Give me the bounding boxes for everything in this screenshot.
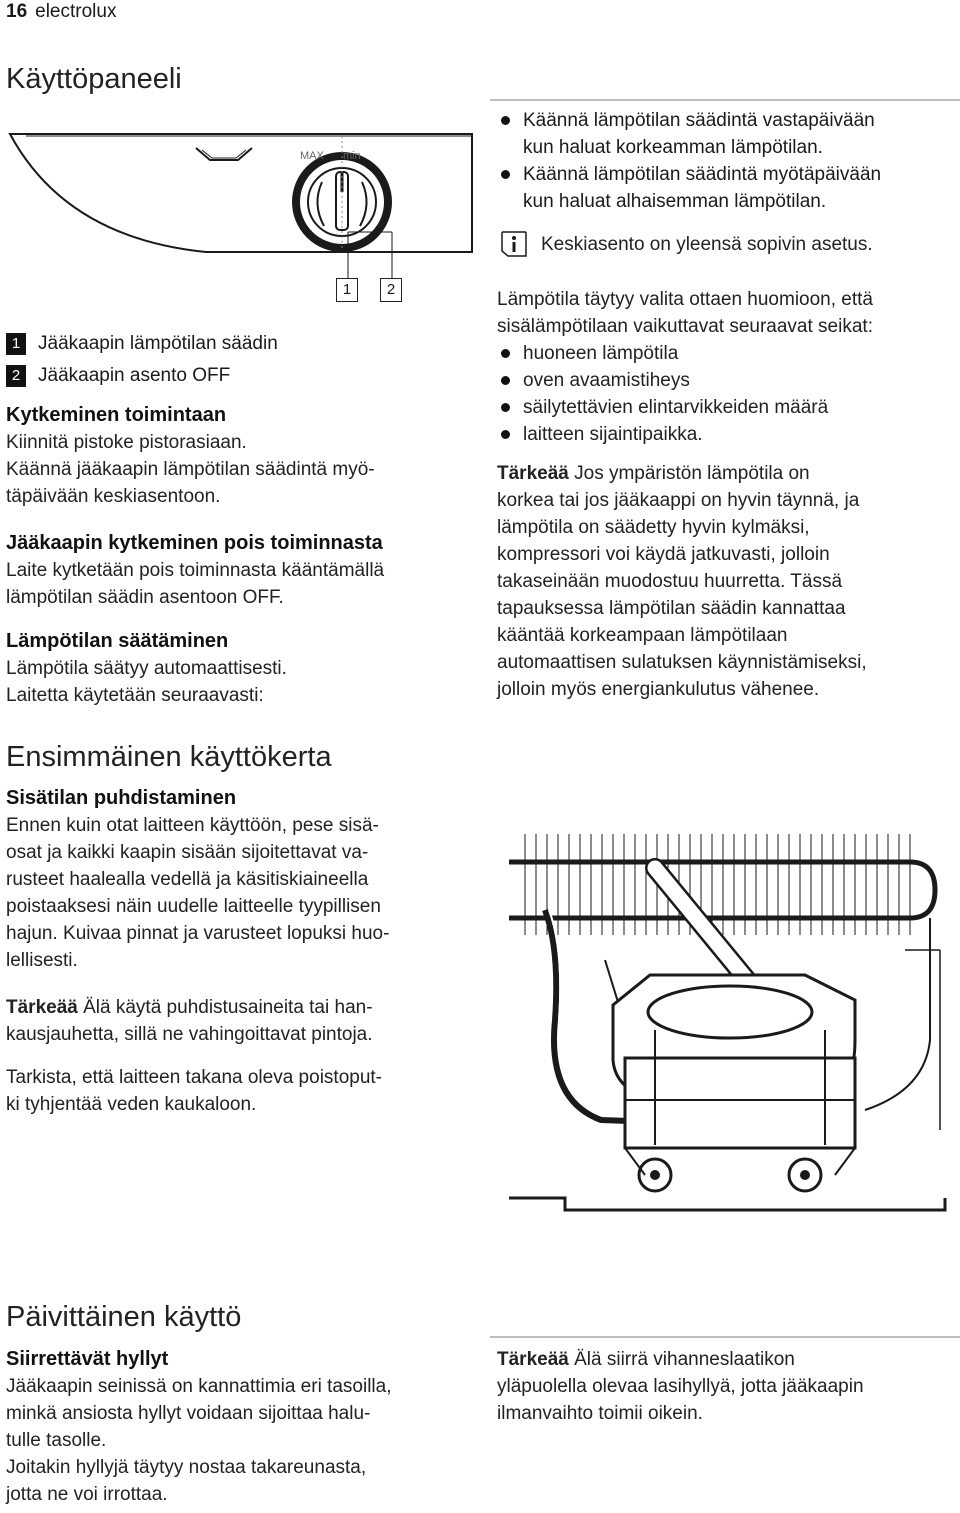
switch-on-heading: Kytkeminen toimintaan <box>6 404 227 426</box>
text-line: lämpötila on säädetty hyvin kylmäksi, <box>497 517 810 538</box>
text-line: tulle tasolle. <box>6 1430 107 1451</box>
text-line: Ennen kuin otat laitteen käyttöön, pese sisä- <box>6 815 379 836</box>
callout-2: 2 <box>380 278 402 302</box>
brand-name: electrolux <box>35 1 117 22</box>
legend-label: Jääkaapin asento OFF <box>38 365 231 386</box>
shelves-heading: Siirrettävät hyllyt <box>6 1348 169 1370</box>
list-item: Käännä lämpötilan säädintä vastapäivään kun haluat korkeamman lämpötilan. <box>497 107 960 161</box>
switch-on-block <box>6 402 476 510</box>
text-line: Käännä jääkaapin lämpötilan säädintä myö- <box>6 459 375 480</box>
text-line: jotta ne voi irrottaa. <box>6 1484 168 1505</box>
text-line: Laite kytketään pois toiminnasta kääntämällä <box>6 560 385 581</box>
text-line: Lämpötila säätyy automaattisesti. <box>6 658 287 679</box>
text-line: kompressori voi käydä jatkuvasti, jolloin <box>497 544 830 565</box>
text-line: lellisesti. <box>6 950 78 971</box>
switch-off-block <box>6 530 476 611</box>
text-line: täpäivään keskiasentoon. <box>6 486 221 507</box>
callout-1: 1 <box>336 278 358 302</box>
factors-block <box>497 286 960 448</box>
important-label: Tärkeää <box>497 1349 569 1370</box>
text-line: Joitakin hyllyjä täytyy nostaa takareunasta, <box>6 1457 367 1478</box>
compressor-drain-illustration <box>505 800 955 1230</box>
dial-label-min: min <box>343 150 361 162</box>
text-line: automaattisen sulatuksen käynnistämiseksi, <box>497 652 867 673</box>
info-note-text: Keskiasento on yleensä sopivin asetus. <box>541 233 873 255</box>
text-line: takaseinään muodostuu huurretta. Tässä <box>497 571 843 592</box>
temperature-heading: Lämpötilan säätäminen <box>6 630 229 652</box>
legend-item-2 <box>6 360 278 392</box>
important-label: Tärkeää <box>497 463 569 484</box>
text-line: jolloin myös energiankulutus vähenee. <box>497 679 820 700</box>
dial-direction-list <box>497 107 960 215</box>
text-line: tapauksessa lämpötilan säädin kannattaa <box>497 598 846 619</box>
list-item: säilytettävien elintarvikkeiden määrä <box>497 394 960 421</box>
cleaning-heading: Sisätilan puhdistaminen <box>6 787 237 809</box>
important-note-temperature: Tärkeää Jos ympäristön lämpötila on korkea tai jos jääkaappi on hyvin täynnä, ja lämpötila on säädetty hyvin kylmäksi, kompressori voi käydä jatkuvasti, jolloin takaseinään muodostuu huurretta. Tässä tapauksessa lämpötilan säädin kannattaa kääntää korkeampaan lämpötilaan automaattisen sulatuksen käynnistämiseksi, jolloin myös energiankulutus vähenee. <box>497 460 960 703</box>
shelves-block <box>6 1346 476 1508</box>
text-line: sisälämpötilaan vaikuttavat seuraavat seikat: <box>497 316 873 337</box>
text-line: Kiinnitä pistoke pistorasiaan. <box>6 432 247 453</box>
temperature-block <box>6 628 476 709</box>
text-line: kausjauhetta, sillä ne vahingoittavat pintoja. <box>6 1024 373 1045</box>
list-item: oven avaamistiheys <box>497 367 960 394</box>
legend-label: Jääkaapin lämpötilan säädin <box>38 333 278 354</box>
section-rule <box>490 1336 960 1338</box>
text-line: minkä ansiosta hyllyt voidaan sijoittaa halu- <box>6 1403 371 1424</box>
important-note-cleaning: Tärkeää Älä käytä puhdistusaineita tai han- kausjauhetta, sillä ne vahingoittavat pintoja. <box>6 994 476 1048</box>
info-icon <box>499 229 529 259</box>
info-note <box>499 229 959 259</box>
switch-off-heading: Jääkaapin kytkeminen pois toiminnasta <box>6 532 383 554</box>
control-panel-illustration <box>6 128 476 318</box>
list-item: huoneen lämpötila <box>497 340 960 367</box>
important-note-shelves: Tärkeää Älä siirrä vihanneslaatikon yläpuolella olevaa lasihyllyä, jotta jääkaapin ilmanvaihto toimii oikein. <box>497 1346 960 1427</box>
text-line: Tarkista, että laitteen takana oleva poistoput- <box>6 1067 383 1088</box>
legend-number: 2 <box>6 365 26 387</box>
legend-list <box>6 328 278 392</box>
section-rule <box>490 99 960 101</box>
legend-number: 1 <box>6 333 26 355</box>
text-line: ki tyhjentää veden kaukaloon. <box>6 1094 257 1115</box>
dial-label-max: MAX <box>300 150 324 162</box>
list-item: laitteen sijaintipaikka. <box>497 421 960 448</box>
drain-note <box>6 1064 476 1118</box>
text-line: Jääkaapin seinissä on kannattimia eri tasoilla, <box>6 1376 392 1397</box>
text-line: yläpuolella olevaa lasihyllyä, jotta jääkaapin <box>497 1376 864 1397</box>
text-line: ilmanvaihto toimii oikein. <box>497 1403 703 1424</box>
text-line: hajun. Kuivaa pinnat ja varusteet lopuksi huo- <box>6 923 390 944</box>
section-title-daily-use: Päivittäinen käyttö <box>6 1301 242 1333</box>
text-line: Lämpötila täytyy valita ottaen huomioon, että <box>497 289 874 310</box>
text-line: rusteet haalealla vedellä ja käsitiskiaineella <box>6 869 369 890</box>
important-label: Tärkeää <box>6 997 78 1018</box>
text-line: kääntää korkeampaan lämpötilaan <box>497 625 788 646</box>
section-title-first-use: Ensimmäinen käyttökerta <box>6 741 332 773</box>
text-line: lämpötilan säädin asentoon OFF. <box>6 587 284 608</box>
text-line: poistaaksesi näin uudelle laitteelle tyypillisen <box>6 896 381 917</box>
cleaning-block <box>6 785 476 974</box>
list-item: Käännä lämpötilan säädintä myötäpäivään kun haluat alhaisemman lämpötilan. <box>497 161 960 215</box>
page-number: 16 <box>6 1 28 22</box>
legend-item-1 <box>6 328 278 360</box>
page-header <box>6 0 116 24</box>
text-line: Laitetta käytetään seuraavasti: <box>6 685 264 706</box>
text-line: korkea tai jos jääkaappi on hyvin täynnä, ja <box>497 490 860 511</box>
text-line: osat ja kaikki kaapin sisään sijoitettavat va- <box>6 842 369 863</box>
section-title-control-panel: Käyttöpaneeli <box>6 63 182 95</box>
